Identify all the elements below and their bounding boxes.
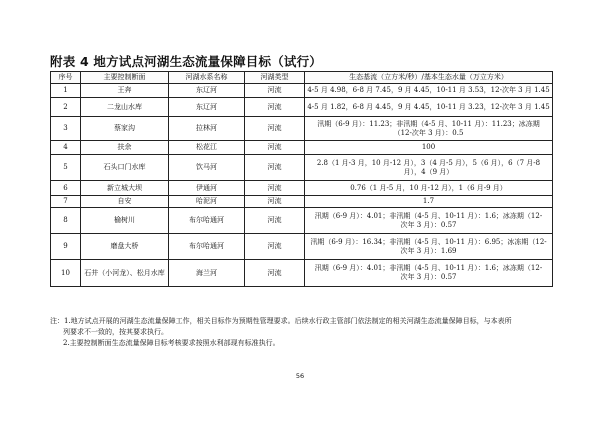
- cell-flow: [305, 141, 553, 155]
- cell-type: 河流: [245, 117, 305, 141]
- cell-river: 东辽河: [169, 98, 245, 117]
- table-row: [51, 260, 553, 287]
- cell-flow-line: 月），4（9 月）: [403, 167, 454, 176]
- cell-flow-line: （12-次年 3 月）：0.5: [393, 128, 464, 137]
- cell-flow-line: 1.7: [422, 197, 435, 205]
- cell-section: 扶余: [81, 141, 169, 155]
- cell-section: 新立城大坝: [81, 181, 169, 196]
- table-row: [51, 84, 553, 98]
- cell-type: 河流: [245, 84, 305, 98]
- page-number: 56: [295, 372, 305, 380]
- cell-type: 河流: [245, 155, 305, 181]
- cell-flow: [305, 155, 553, 181]
- cell-type: 河流: [245, 141, 305, 155]
- cell-flow-line: 汛期（6-9 月）：4.01；非汛期（4-5 月、10-11 月）：1.6；冰冻期（12-: [314, 211, 543, 220]
- cell-type: 河流: [245, 98, 305, 117]
- targets-table: [50, 71, 553, 287]
- cell-flow: [305, 260, 553, 287]
- cell-flow-line: 0.76（1 月-5 月，10 月-12 月），1（6 月-9 月）: [350, 183, 507, 192]
- cell-flow-line: 次年 3 月）：1.69: [400, 246, 457, 255]
- cell-section: 磨盘大桥: [81, 234, 169, 260]
- header-type: 河湖类型: [245, 72, 305, 84]
- cell-section: 石头口门水库: [81, 155, 169, 181]
- table-row: [51, 98, 553, 117]
- cell-flow-line: 4-5 月 1.82，6-8 月 4.45，9 月 4.45，10-11 月 3.23，12-次年 3 月 1.45: [307, 102, 550, 111]
- cell-river: 拉林河: [169, 117, 245, 141]
- cell-flow-line: 汛期（6-9 月）：4.01；非汛期（4-5 月、10-11 月）：1.6；冰冻期（12-: [314, 264, 543, 272]
- cell-no: 1: [51, 84, 81, 98]
- cell-flow-line: 次年 3 月）：0.57: [400, 273, 457, 281]
- cell-no: 10: [51, 260, 81, 287]
- page-title: 附表 4 地方试点河湖生态流量保障目标（试行）: [50, 54, 323, 69]
- cell-section: 蔡家沟: [81, 117, 169, 141]
- cell-river: 松花江: [169, 141, 245, 155]
- cell-flow: [305, 84, 553, 98]
- cell-river: 海兰河: [169, 260, 245, 287]
- cell-no: 9: [51, 234, 81, 260]
- cell-flow-line: 2.8（1 月-3 月，10 月-12 月），3（4 月-5 月），5（6 月），6（7 月-8: [316, 158, 541, 167]
- header-river: 河湖水系名称: [169, 72, 245, 84]
- note-1: 注：1.地方试点开展的河湖生态流量保障工作，相关目标作为预期性管理要求。后续水行政主管部门依法制定的相关河湖生态流量保障目标，与本表所: [50, 317, 512, 325]
- table-row: [51, 181, 553, 196]
- cell-flow: [305, 196, 553, 208]
- cell-flow: [305, 208, 553, 234]
- cell-river: 布尔哈通河: [169, 208, 245, 234]
- note-1-continued: 列要求不一致的，按其要求执行。: [63, 328, 168, 336]
- cell-river: 哈泥河: [169, 196, 245, 208]
- table-row: [51, 234, 553, 260]
- cell-type: 河流: [245, 260, 305, 287]
- cell-section: 二龙山水库: [81, 98, 169, 117]
- header-no: 序号: [51, 72, 81, 84]
- cell-type: 河流: [245, 181, 305, 196]
- cell-section: 自安: [81, 196, 169, 208]
- cell-flow-line: 汛期（6-9 月）：11.23；非汛期（4-5 月、10-11 月）：11.23；冰冻期: [317, 119, 540, 128]
- note-2: 2.主要控制断面生态流量保障目标考核要求按照水利部现有标准执行。: [63, 339, 280, 347]
- cell-type: 河流: [245, 208, 305, 234]
- cell-flow-line: 汛期（6-9 月）：16.34；非汛期（4-5 月、10-11 月）：6.95；冰冻期（12-: [310, 237, 547, 246]
- table-row: [51, 208, 553, 234]
- table-row: [51, 196, 553, 208]
- cell-type: 河流: [245, 234, 305, 260]
- cell-flow: [305, 181, 553, 196]
- table-header-row: [51, 72, 553, 84]
- cell-flow-line: 4-5 月 4.98，6-8 月 7.45，9 月 4.45，10-11 月 3.53，12-次年 3 月 1.45: [307, 86, 550, 94]
- cell-flow-line: 次年 3 月）：0.57: [400, 220, 457, 229]
- cell-section: 榆树川: [81, 208, 169, 234]
- cell-no: 7: [51, 196, 81, 208]
- table-row: [51, 117, 553, 141]
- notes: [50, 316, 556, 349]
- cell-flow: [305, 98, 553, 117]
- cell-river: 饮马河: [169, 155, 245, 181]
- cell-no: 4: [51, 141, 81, 155]
- cell-flow-line: 100: [421, 143, 436, 151]
- cell-no: 5: [51, 155, 81, 181]
- cell-no: 8: [51, 208, 81, 234]
- cell-no: 6: [51, 181, 81, 196]
- header-flow: 生态基流（立方米/秒）/基本生态水量（万立方米）: [305, 72, 553, 84]
- cell-river: 东辽河: [169, 84, 245, 98]
- header-section: 主要控制断面: [81, 72, 169, 84]
- cell-river: 布尔哈通河: [169, 234, 245, 260]
- table-row: [51, 141, 553, 155]
- cell-flow: [305, 117, 553, 141]
- cell-section: 石井（小河龙）、松月水库: [81, 260, 169, 287]
- cell-section: 王奔: [81, 84, 169, 98]
- cell-no: 2: [51, 98, 81, 117]
- table-row: [51, 155, 553, 181]
- cell-flow: [305, 234, 553, 260]
- cell-no: 3: [51, 117, 81, 141]
- cell-river: 伊通河: [169, 181, 245, 196]
- table-body: [51, 84, 553, 287]
- cell-type: 河流: [245, 196, 305, 208]
